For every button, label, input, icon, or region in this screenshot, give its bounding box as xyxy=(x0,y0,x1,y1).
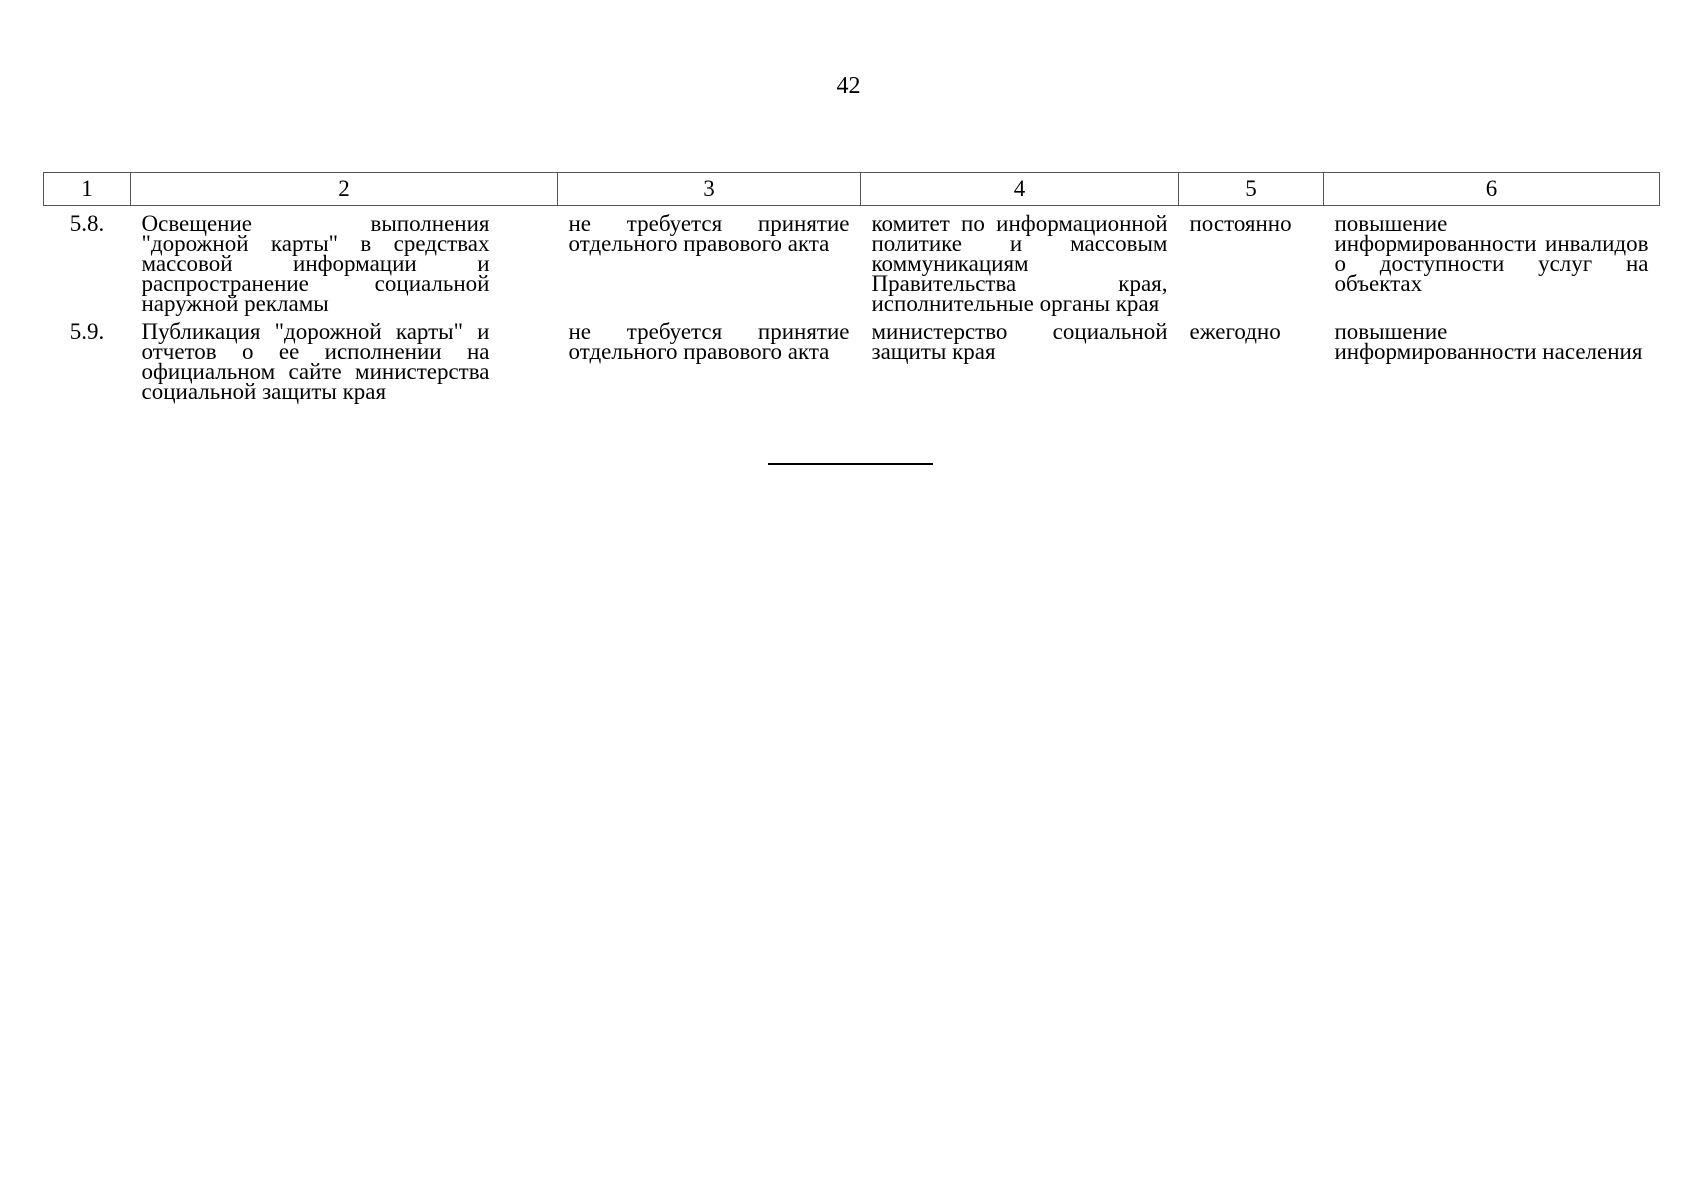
column-header-4: 4 xyxy=(861,173,1179,206)
page-number: 42 xyxy=(836,73,861,99)
result-cell: повышение информированности инвалидов о доступности услуг на объектах xyxy=(1334,211,1649,296)
row-number: 5.9. xyxy=(69,319,105,344)
table-row xyxy=(44,206,1660,315)
column-header-6: 6 xyxy=(1324,173,1660,206)
result-cell: повышение информированности населения xyxy=(1334,319,1643,364)
table-header-row xyxy=(44,173,1660,206)
term-cell: ежегодно xyxy=(1189,319,1281,344)
column-header-2: 2 xyxy=(131,173,558,206)
column-header-5: 5 xyxy=(1179,173,1324,206)
roadmap-table xyxy=(43,172,1660,402)
document-end-divider xyxy=(768,463,933,465)
column-header-1: 1 xyxy=(44,173,131,206)
column-header-3: 3 xyxy=(558,173,861,206)
term-cell: постоянно xyxy=(1189,211,1292,236)
event-cell: Освещение выполнения "дорожной карты" в средствах массовой информации и распространение социальной наружной рекламы xyxy=(141,211,490,316)
legal-act-cell: не требуется принятие отдельного правового акта xyxy=(568,211,850,256)
responsible-cell: министерство социальной защиты края xyxy=(871,319,1168,364)
table-row xyxy=(44,314,1660,402)
responsible-cell: комитет по информационной политике и массовым коммуникациям Правительства края, исполнительные органы края xyxy=(871,211,1168,316)
row-number: 5.8. xyxy=(69,211,105,236)
event-cell: Публикация "дорожной карты" и отчетов о ее исполнении на официальном сайте министерства социальной защиты края xyxy=(141,319,490,404)
legal-act-cell: не требуется принятие отдельного правового акта xyxy=(568,319,850,364)
